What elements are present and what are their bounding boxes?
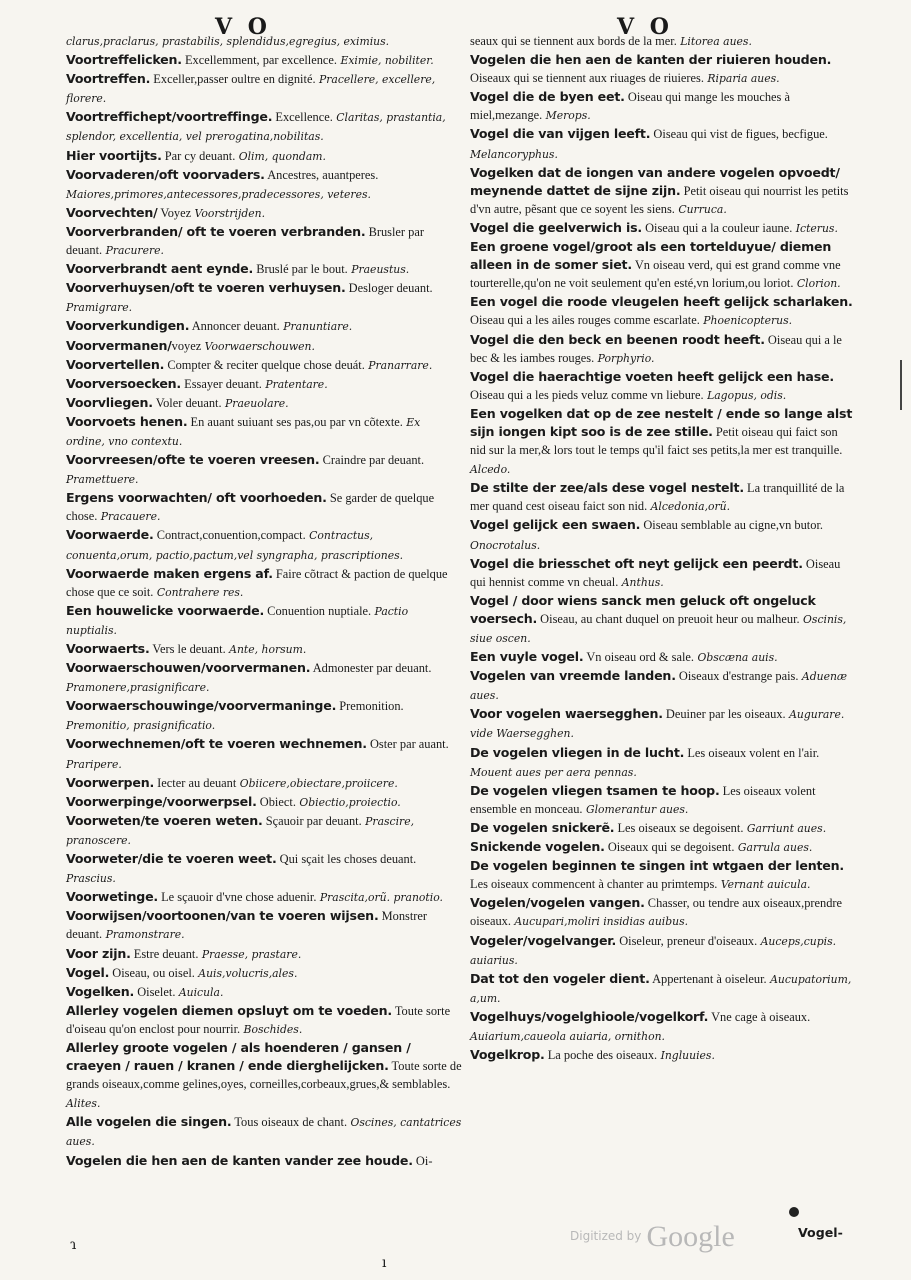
entry-french: Tous oiseaux de chant. <box>231 1115 348 1130</box>
entry-headword: Snickende vogelen. <box>470 839 605 855</box>
entry-latin: Porphyrio. <box>594 351 655 365</box>
entry-french: Oiseau semblable au cigne,vn butor. <box>640 518 823 533</box>
dictionary-entry <box>66 166 462 204</box>
entry-headword: Voorvermanen/ <box>66 337 172 353</box>
entry-french: Voler deuant. <box>152 395 222 410</box>
dictionary-entry <box>66 375 462 394</box>
entry-headword: De vogelen vliegen in de lucht. <box>470 744 685 760</box>
entry-french: Vers le deuant. <box>149 642 226 656</box>
dictionary-entry <box>66 1039 462 1113</box>
entry-latin: Aucupari,moliri insidias auibus. <box>510 915 689 929</box>
entry-latin: Obiicere,obiectare,proiicere. <box>236 776 398 790</box>
entry-headword: Voorwerpinge/voorwerpsel. <box>66 793 257 809</box>
entry-headword: Voor zijn. <box>66 945 131 961</box>
entry-latin: Prascita,orũ. pranotio. <box>316 891 443 905</box>
entry-french: Compter & reciter quelque chose deuát. <box>164 357 365 372</box>
dictionary-entry <box>66 317 462 336</box>
entry-latin: clarus,praclarus, prastabilis, splendidus,egregius, eximius. <box>66 35 390 48</box>
left-column <box>66 32 462 1171</box>
entry-french: Deuiner par les oiseaux. <box>662 707 786 722</box>
entry-latin: Obscæna auis. <box>694 651 778 665</box>
entry-headword: Vogelen die hen aen de kanten der riuieren houden. <box>470 52 832 68</box>
entry-headword: Voorvertellen. <box>66 356 165 372</box>
entry-french: Oster par auant. <box>366 737 449 752</box>
margin-rule <box>900 360 902 410</box>
entry-french: Oiseau qui a les pieds veluz comme vn liebure. <box>470 387 704 402</box>
entry-headword: Vogelken dat de iongen van andere vogelen opvoedt/ meynende dattet de sijne zijn. <box>470 164 840 198</box>
entry-headword: Voorvechten/ <box>66 204 158 220</box>
entry-headword: Voortreffichept/voortreffinge. <box>66 109 273 125</box>
dictionary-entry <box>470 592 856 648</box>
dictionary-entry <box>470 1046 856 1065</box>
entry-latin: Pramigrare. <box>66 301 133 315</box>
entry-french: Chasser, ou tendre aux oiseaux,prendre oiseaux. <box>470 896 843 929</box>
entry-french: Excellemment, par excellence. <box>181 53 338 68</box>
dictionary-entry <box>66 774 462 793</box>
entry-latin: Pracellere, excellere, florere. <box>66 73 436 106</box>
entry-french: Oiseaux d'estrange pais. <box>675 669 799 684</box>
entry-headword: Vogelken. <box>66 983 135 999</box>
dictionary-entry <box>470 667 856 705</box>
entry-headword: Een vogelken dat op de zee nestelt / ende so lange alst sijn iongen kipt soo is de zee stille. <box>470 405 853 439</box>
dictionary-entry <box>66 640 462 659</box>
entry-latin: Riparia aues. <box>703 72 780 86</box>
entry-headword: Voorvoets henen. <box>66 413 188 429</box>
entry-headword: Voorwaerschouwinge/voorvermaninge. <box>66 698 337 714</box>
entry-latin: Aucupatorium, a,um. <box>470 972 852 1005</box>
entry-latin: Alcedonia,orũ. <box>647 500 731 514</box>
entry-headword: Voorverhuysen/oft te voeren verhuysen. <box>66 280 346 296</box>
dictionary-entry <box>66 526 462 564</box>
entry-latin: Premonitio, prasignificatio. <box>66 719 216 733</box>
entry-latin: Curruca. <box>674 202 727 216</box>
entry-latin: Praripere. <box>66 757 122 771</box>
entry-french: Craindre par deuant. <box>319 453 425 468</box>
entry-latin: Pactio nuptialis. <box>66 604 409 637</box>
entry-latin: Voorstrijden. <box>191 206 266 220</box>
entry-french: Admonester par deuant. <box>310 661 432 676</box>
dictionary-entry <box>66 260 462 279</box>
dictionary-entry <box>66 793 462 812</box>
entry-headword: De vogelen vliegen tsamen te hoop. <box>470 782 720 798</box>
entry-headword: Vogel / door wiens sanck men geluck oft ongeluck voersech. <box>470 592 816 626</box>
dictionary-entry <box>470 970 856 1008</box>
entry-latin: Auiarium,caueola auiaria, ornithon. <box>470 1029 665 1043</box>
entry-french: Oiseaux qui se degoisent. <box>604 840 735 855</box>
entry-latin: Lagopus, odis. <box>703 388 787 402</box>
entry-french: Oiseau qui a le bec & les iambes rouges. <box>470 332 842 365</box>
entry-headword: Voorwaerde. <box>66 527 154 543</box>
entry-french: Oiseau qui vist de figues, becfigue. <box>650 127 828 142</box>
entry-headword: Hier voortijts. <box>66 147 162 163</box>
entry-french: Faire cõtract & paction de quelque chose que ce soit. <box>66 566 448 599</box>
entry-french: Oiseaux qui se tiennent aux riuages de riuieres. <box>470 71 704 86</box>
entry-french: Oiseleur, preneur d'oiseaux. <box>616 933 758 948</box>
entry-latin: Voorwaerschouwen. <box>201 339 315 353</box>
dictionary-entry <box>470 705 856 743</box>
entry-latin: Litorea aues. <box>676 35 752 48</box>
dictionary-entry <box>470 32 856 51</box>
entry-headword: Vogel die haerachtige voeten heeft gelijck een hase. <box>470 368 834 384</box>
entry-latin: Icterus. <box>792 221 838 235</box>
entry-french: Conuention nuptiale. <box>264 603 372 618</box>
entry-french: En auant suiuant ses pas,ou par vn cõtexte. <box>187 414 403 429</box>
entry-french: Oiseau, au chant duquel on preuoit heur ou malheur. <box>537 611 800 626</box>
entry-french: Qui sçait les choses deuant. <box>276 852 417 867</box>
entry-latin: Olim, quondam. <box>235 149 326 163</box>
dictionary-entry <box>470 516 856 554</box>
entry-headword: Vogelen/vogelen vangen. <box>470 895 645 911</box>
dictionary-entry <box>66 279 462 317</box>
entry-french: Desloger deuant. <box>345 281 433 296</box>
dictionary-entry <box>470 88 856 125</box>
entry-french: Vn oiseau ord & sale. <box>583 650 695 665</box>
dictionary-entry <box>470 1008 856 1046</box>
entry-french: Estre deuant. <box>130 946 199 961</box>
dictionary-entry <box>470 164 856 219</box>
dictionary-entry <box>66 489 462 526</box>
entry-latin: Garriunt aues. <box>743 821 827 835</box>
entry-latin: Pranuntiare. <box>279 320 353 334</box>
dictionary-entry <box>470 782 856 819</box>
dictionary-entry <box>66 204 462 223</box>
entry-french: Brusler par deuant. <box>66 224 424 258</box>
entry-french: Oi- <box>412 1153 433 1168</box>
entry-headword: Allerley vogelen diemen opsluyt om te voeden. <box>66 1002 392 1018</box>
dictionary-entry <box>66 1152 462 1171</box>
entry-latin: Melancoryphus. <box>470 147 558 161</box>
dictionary-entry <box>66 565 462 602</box>
entry-latin: Pranarrare. <box>364 358 433 372</box>
entry-french: Iecter au deuant <box>154 775 237 790</box>
entry-latin: Praeuolare. <box>221 396 289 410</box>
dictionary-entry <box>470 238 856 293</box>
entry-headword: Vogel die briesschet oft neyt gelijck een peerdt. <box>470 555 803 571</box>
entry-headword: Voorweten/te voeren weten. <box>66 812 263 828</box>
entry-latin: Maiores,primores,antecessores,pradecessores, veteres. <box>66 187 371 201</box>
header-right-letters: V O <box>617 14 673 40</box>
dictionary-entry <box>470 293 856 330</box>
entry-french: Obiect. <box>256 794 296 809</box>
dictionary-entry <box>470 744 856 782</box>
entry-headword: Een vogel die roode vleugelen heeft gelijck scharlaken. <box>470 294 853 310</box>
dictionary-entry <box>470 51 856 88</box>
entry-french: Premonition. <box>336 699 404 714</box>
entry-latin: Anthus. <box>618 575 664 589</box>
entry-headword: Vogelen van vreemde landen. <box>470 668 676 684</box>
entry-french: Les oiseaux commencent à chanter au primtemps. <box>470 877 718 892</box>
entry-french: Petit oiseau qui faict son nid sur la mer,& lors tout le temps qu'il faict ses petits,la mer est tranquille. <box>470 424 843 458</box>
dictionary-entry <box>66 451 462 489</box>
dictionary-entry <box>66 1113 462 1151</box>
entry-french: Toute sorte de grands oiseaux,comme gelines,oyes, corneilles,corbeaux,grues,& semblables. <box>66 1059 462 1092</box>
entry-latin: Ex ordine, vno contextu. <box>66 415 421 448</box>
entry-french: Petit oiseau qui nourrist les petits d'vn autre, pẽsant que ce soyent les siens. <box>470 183 849 216</box>
footer-left-mark: ɿ <box>70 1237 77 1253</box>
entry-headword: Vogelhuys/vogelghioole/vogelkorf. <box>470 1008 709 1024</box>
entry-headword: Vogel die van vijgen leeft. <box>470 126 651 142</box>
entry-latin: Praesse, prastare. <box>198 947 302 961</box>
entry-french: Excellence. <box>272 110 333 125</box>
entry-latin: Aduenæ aues. <box>470 670 848 703</box>
dictionary-entry <box>66 51 462 70</box>
dictionary-entry <box>470 405 856 479</box>
entry-latin: Pramonere,prasignificare. <box>66 681 210 695</box>
entry-headword: Voorverbranden/ oft te voeren verbranden. <box>66 223 366 239</box>
entry-french: Sçauoir par deuant. <box>262 813 362 828</box>
entry-headword: Vogel. <box>66 964 110 980</box>
dictionary-entry <box>66 602 462 640</box>
entry-headword: Voorvliegen. <box>66 394 153 410</box>
entry-headword: Alle vogelen die singen. <box>66 1114 232 1130</box>
entry-headword: De vogelen beginnen te singen int wtgaen der lenten. <box>470 858 844 874</box>
entry-french: Se garder de quelque chose. <box>66 491 435 524</box>
entry-latin: Ante, horsum. <box>225 643 307 656</box>
entry-french: Contract,conuention,compact. <box>153 528 306 543</box>
entry-headword: Voorvreesen/ofte te voeren vreesen. <box>66 452 320 468</box>
entry-headword: Vogeler/vogelvanger. <box>470 932 617 948</box>
entry-headword: Een vuyle vogel. <box>470 649 584 665</box>
dictionary-entry <box>470 894 856 931</box>
entry-headword: Ergens voorwachten/ oft voorhoeden. <box>66 490 327 506</box>
entry-latin: Prascius. <box>66 872 116 886</box>
dictionary-entry <box>66 888 462 907</box>
watermark-small: Digitized by <box>570 1229 642 1243</box>
entry-headword: Voorweter/die te voeren weet. <box>66 851 277 867</box>
entry-french: Appertenant à oiseleur. <box>649 971 767 986</box>
entry-french: Annoncer deuant. <box>189 319 280 334</box>
entry-headword: Voorverbrandt aent eynde. <box>66 261 254 277</box>
entry-latin: Pratentare. <box>261 377 328 391</box>
entry-french: Le sçauoir d'vne chose aduenir. <box>158 890 317 905</box>
entry-french: Oiseau, ou oisel. <box>109 965 195 980</box>
entry-headword: Vogel gelijck een swaen. <box>470 517 641 533</box>
entry-headword: Vogel die de byen eet. <box>470 89 625 105</box>
entry-latin: Oscines, cantatrices aues. <box>66 1116 462 1149</box>
entry-headword: Voorwetinge. <box>66 889 158 905</box>
dictionary-entry <box>66 697 462 735</box>
dictionary-entry <box>66 32 462 51</box>
entry-french: La poche des oiseaux. <box>544 1048 658 1063</box>
dictionary-entry <box>470 368 856 405</box>
entry-latin: Pramonstrare. <box>102 928 185 942</box>
entry-latin: Alcedo. <box>470 463 511 477</box>
entry-french: La tranquillité de la mer quand cest oiseau faict son nid. <box>470 481 845 514</box>
entry-latin: Augurare. vide Waersegghen. <box>470 708 845 741</box>
entry-headword: Vogel die geelverwich is. <box>470 219 642 235</box>
entry-headword: Voorverkundigen. <box>66 318 190 334</box>
entry-headword: Voorwaerschouwen/voorvermanen. <box>66 660 311 676</box>
entry-latin: Eximie, nobiliter. <box>337 54 434 68</box>
entry-latin: Glomerantur aues. <box>582 802 689 816</box>
entry-french: Oiseau qui a la couleur iaune. <box>641 220 793 235</box>
entry-headword: Voorwaerts. <box>66 641 150 656</box>
entry-latin: Contrahere res. <box>153 585 244 599</box>
dictionary-entry <box>470 857 856 894</box>
entry-latin: Phoenicopterus. <box>699 314 793 328</box>
entry-latin: Prascire, pranoscere. <box>66 814 415 847</box>
dictionary-entry <box>470 331 856 368</box>
entry-latin: Auceps,cupis. auiarius. <box>470 934 837 967</box>
entry-headword: Voorwijsen/voortoonen/van te voeren wijsen. <box>66 908 379 924</box>
entry-headword: Vogelen die hen aen de kanten vander zee houde. <box>66 1152 413 1168</box>
entry-french: Oiseau qui a les ailes rouges comme escarlate. <box>470 313 700 328</box>
entry-french: Essayer deuant. <box>181 376 262 391</box>
entry-french: Ancestres, auantperes. <box>264 167 379 182</box>
dictionary-entry <box>66 394 462 413</box>
entry-latin: Garrula aues. <box>734 841 813 855</box>
entry-headword: Voorvaderen/oft voorvaders. <box>66 166 265 182</box>
entry-latin: Claritas, prastantia, splendor, excellentia, vel prerogatina,nobilitas. <box>66 111 446 144</box>
catchword: Vogel- <box>798 1225 843 1240</box>
entry-headword: De vogelen snickerẽ. <box>470 819 615 835</box>
dictionary-entry <box>66 907 462 944</box>
entry-latin: Auis,volucris,ales. <box>194 966 298 980</box>
dictionary-entry <box>470 479 856 516</box>
entry-french: Oiseau qui mange les mouches à miel,mezange. <box>470 90 790 123</box>
entry-french: Vne cage à oiseaux. <box>708 1009 811 1024</box>
dictionary-entry <box>66 147 462 166</box>
entry-headword: Vogel die den beck en beenen roodt heeft. <box>470 331 765 347</box>
entry-headword: Dat tot den vogeler dient. <box>470 970 650 986</box>
entry-latin: Clorion. <box>793 277 841 291</box>
entry-latin: Onocrotalus. <box>470 538 541 552</box>
footer-mid-mark: ı <box>382 1255 387 1271</box>
dictionary-entry <box>66 223 462 260</box>
entry-latin: Oscinis, siue oscen. <box>470 612 847 645</box>
entry-latin: Boschides. <box>240 1022 303 1036</box>
dictionary-entry <box>66 850 462 888</box>
dictionary-entry <box>66 735 462 773</box>
entry-french: voyez <box>171 338 202 353</box>
dictionary-entry <box>66 659 462 697</box>
entry-latin: Pracauere. <box>97 510 161 524</box>
entry-french: Les oiseaux volent ensemble en monceau. <box>470 783 816 816</box>
dictionary-entry <box>470 219 856 238</box>
right-column <box>470 32 856 1065</box>
entry-headword: Voorwechnemen/oft te voeren wechnemen. <box>66 736 367 752</box>
dictionary-entry <box>66 70 462 108</box>
dictionary-entry <box>470 555 856 592</box>
entry-headword: Voorwerpen. <box>66 774 155 790</box>
entry-french: Exceller,passer oultre en dignité. <box>150 72 316 87</box>
watermark <box>570 1220 735 1254</box>
entry-french: Les oiseaux volent en l'air. <box>684 745 820 760</box>
dictionary-entry <box>66 413 462 451</box>
entry-french: Oiselet. <box>134 984 176 999</box>
header-left-letters: V O <box>215 14 271 40</box>
dictionary-entry <box>66 108 462 146</box>
dictionary-entry <box>66 337 462 356</box>
entry-latin: Pramettuere. <box>66 473 139 487</box>
entry-headword: Voorversoecken. <box>66 375 182 391</box>
entry-headword: Vogelkrop. <box>470 1047 545 1063</box>
entry-latin: Praeustus. <box>347 263 410 277</box>
entry-french: Monstrer deuant. <box>66 909 428 942</box>
entry-french: Voyez <box>157 205 192 220</box>
bullet-mark <box>789 1207 799 1217</box>
entry-french: Oiseau qui hennist comme vn cheual. <box>470 556 841 589</box>
entry-headword: Voor vogelen waersegghen. <box>470 706 663 722</box>
entry-latin: Ingluuies. <box>657 1049 715 1063</box>
dictionary-entry <box>470 125 856 163</box>
entry-headword: Voortreffen. <box>66 71 151 87</box>
dictionary-entry <box>470 838 856 857</box>
entry-latin: Vernant auicula. <box>717 878 811 892</box>
entry-latin: Alites. <box>66 1097 101 1111</box>
dictionary-entry <box>66 945 462 964</box>
watermark-big: Google <box>646 1220 735 1253</box>
entry-latin: Contractus, conuenta,orum, pactio,pactum,vel syngrapha, prascriptiones. <box>66 529 404 562</box>
entry-french: Vn oiseau verd, qui est grand comme vne tourterelle,qu'on ne voit seulement qu'en esté,vn lorium,ou loriot. <box>470 258 841 291</box>
entry-latin: Auicula. <box>175 985 224 999</box>
entry-latin: Obiectio,proiectio. <box>295 795 401 809</box>
dictionary-entry <box>470 819 856 838</box>
entry-french: Toute sorte d'oiseau qu'on enclost pour nourrir. <box>66 1003 451 1036</box>
entry-headword: Een houwelicke voorwaerde. <box>66 602 265 618</box>
entry-latin: Mouent aues per aera pennas. <box>470 765 637 779</box>
entry-french: Bruslé par le bout. <box>253 262 348 277</box>
entry-headword: Voorwaerde maken ergens af. <box>66 565 273 581</box>
entry-headword: Allerley groote vogelen / als hoenderen / gansen / craeyen / rauen / kranen / ende dierghelijcken. <box>66 1039 411 1074</box>
entry-headword: De stilte der zee/als dese vogel nestelt. <box>470 480 744 496</box>
entry-latin: Merops. <box>542 109 591 123</box>
dictionary-entry <box>66 964 462 983</box>
entry-french: seaux qui se tiennent aux bords de la mer. <box>470 34 677 48</box>
dictionary-entry <box>470 932 856 970</box>
entry-french: Les oiseaux se degoisent. <box>614 820 744 835</box>
dictionary-entry <box>470 648 856 667</box>
entry-headword: Een groene vogel/groot als een tortelduyue/ diemen alleen in de somer siet. <box>470 239 832 273</box>
entry-headword: Voortreffelicken. <box>66 52 182 68</box>
dictionary-entry <box>66 983 462 1002</box>
entry-french: Par cy deuant. <box>161 148 236 163</box>
dictionary-entry <box>66 356 462 375</box>
dictionary-entry <box>66 1002 462 1039</box>
entry-latin: Pracurere. <box>102 244 164 258</box>
dictionary-entry <box>66 812 462 850</box>
